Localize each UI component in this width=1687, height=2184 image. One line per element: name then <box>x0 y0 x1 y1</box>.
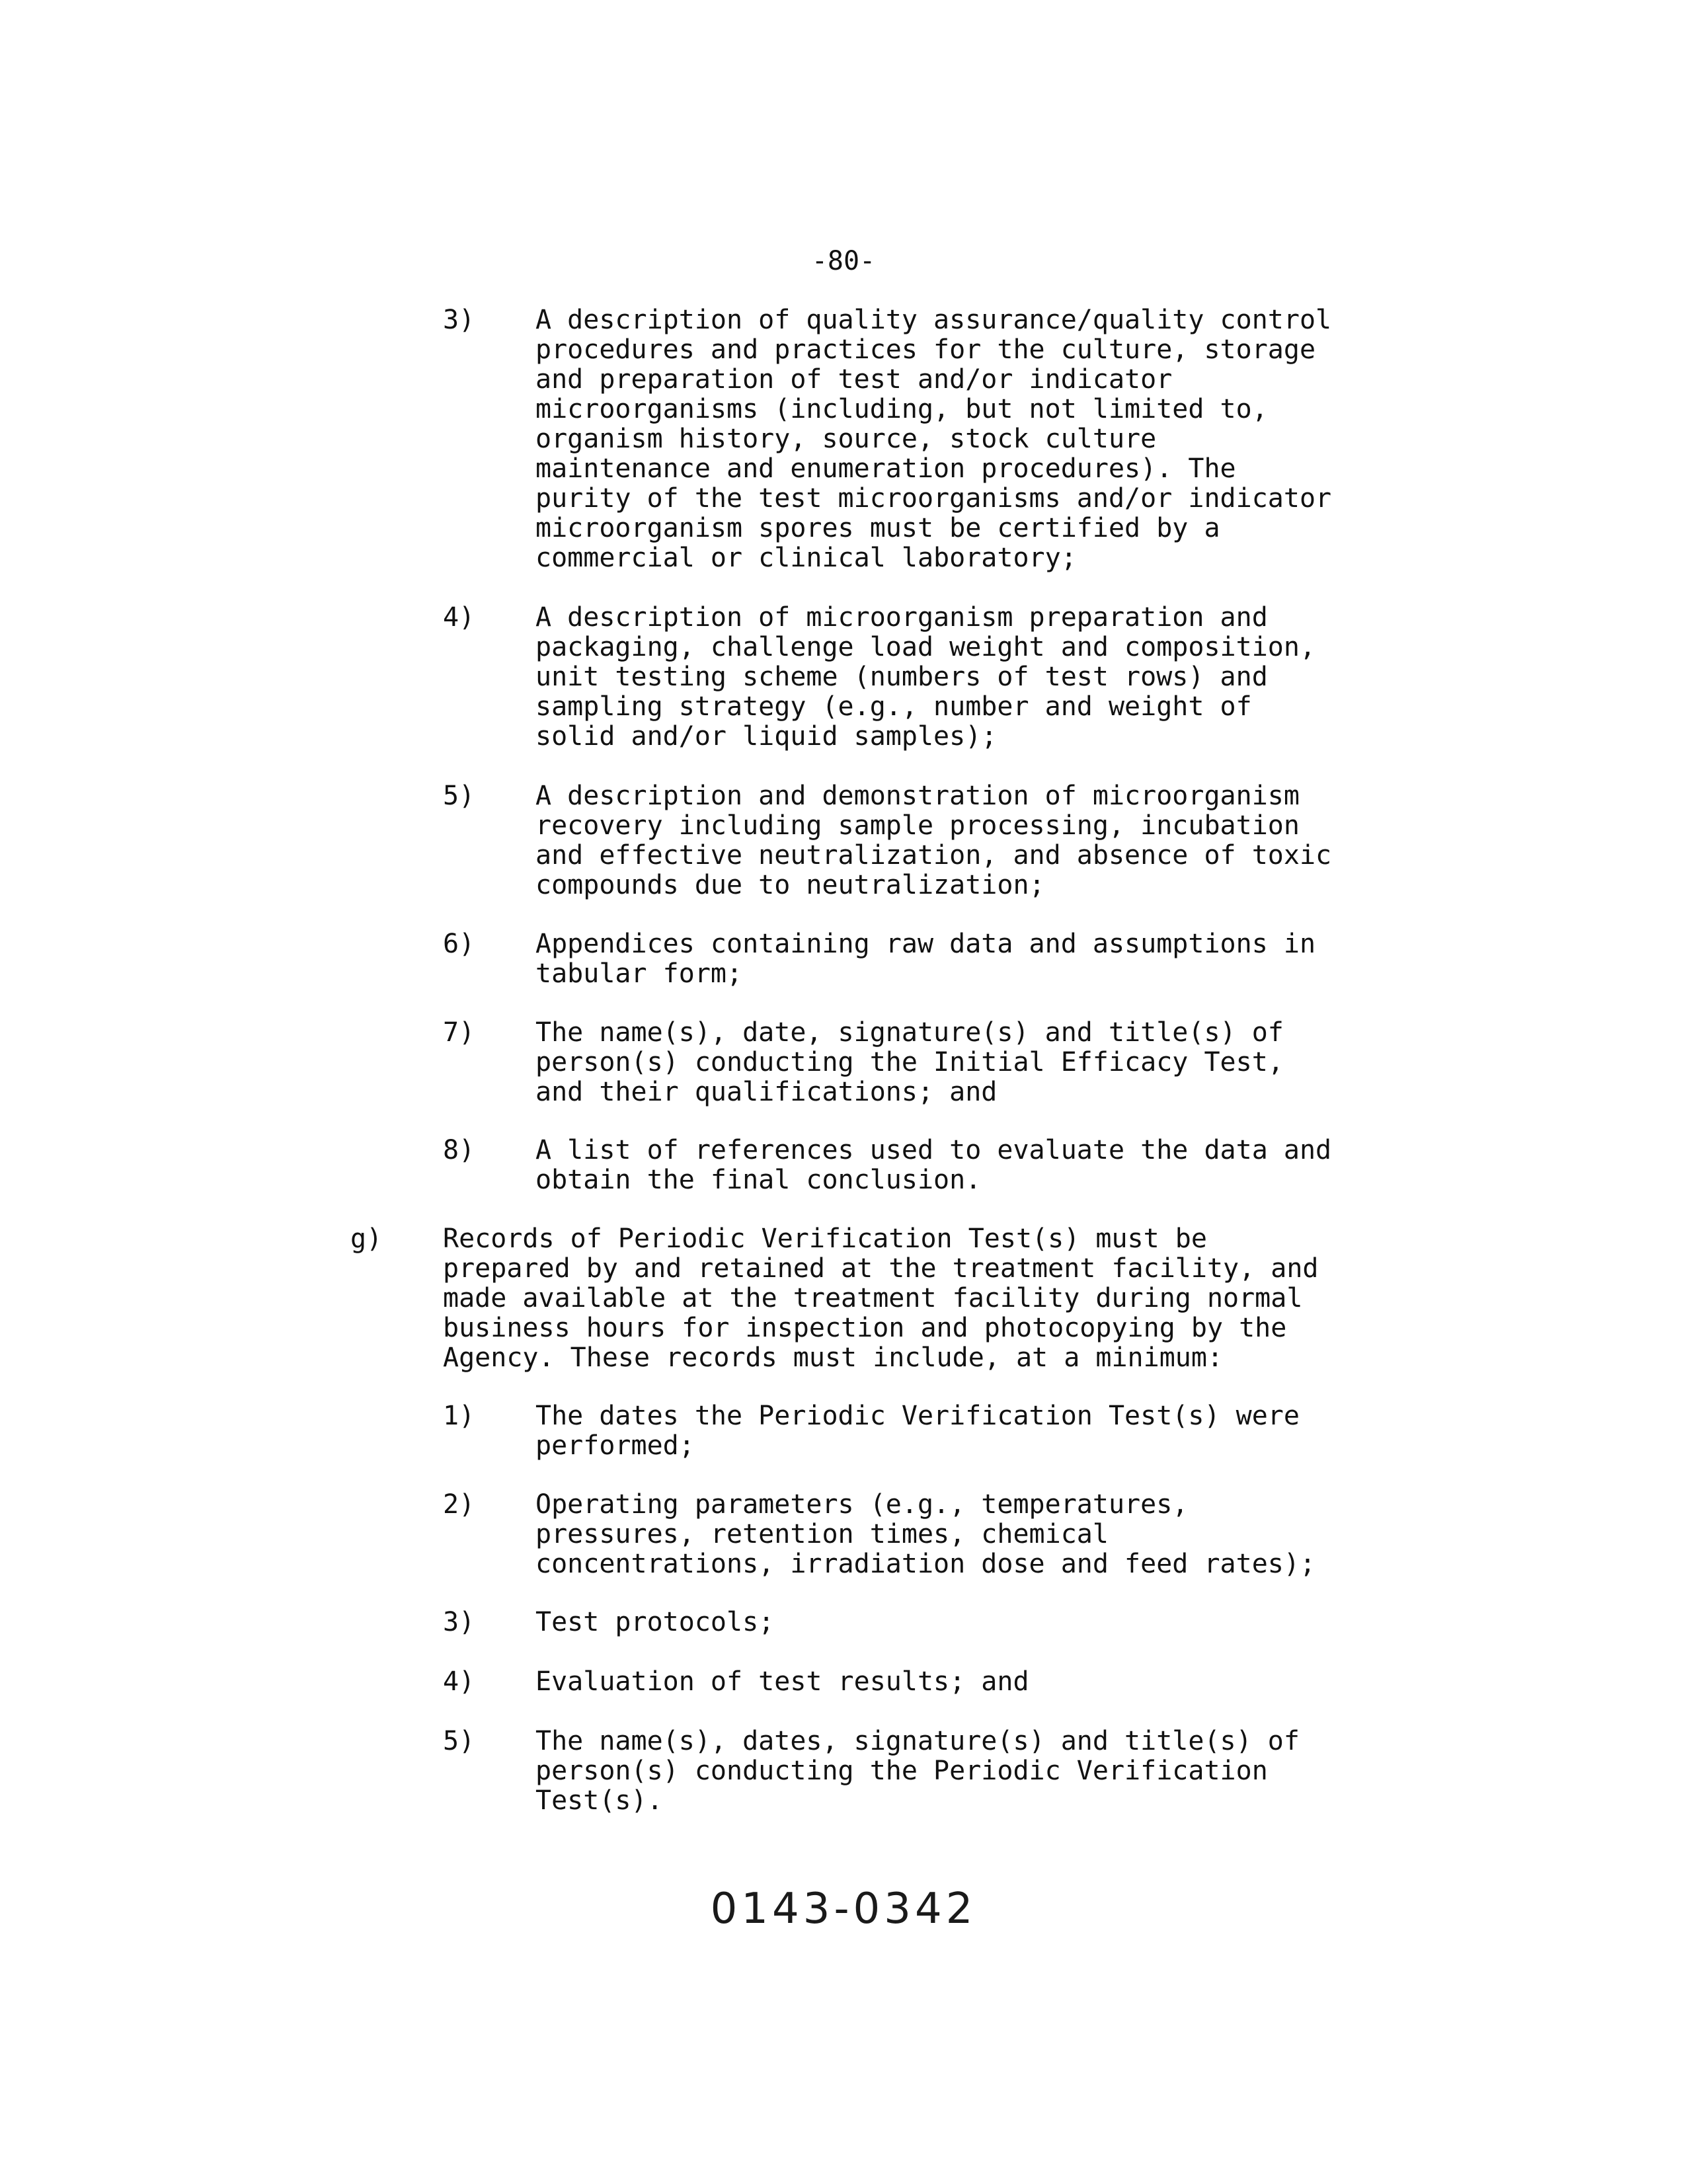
list-item-f3 <box>443 305 1332 573</box>
list-item-f7 <box>443 1017 1284 1137</box>
section-g <box>350 1224 1319 1373</box>
list-item-f4 <box>443 602 1316 752</box>
list-marker: 3) <box>443 1607 475 1637</box>
list-marker: 4) <box>443 602 475 633</box>
list-item-g5 <box>443 1726 1300 1846</box>
section-text: Records of Periodic Verification Test(s) must be prepared by and retained at the treatment facility, and made available at the treatment facility during normal business hours for inspection and photocopying by the Agency. These records must include, at a minimum: <box>443 1224 1319 1373</box>
section-marker: g) <box>350 1224 383 1254</box>
list-marker: 7) <box>443 1017 475 1048</box>
list-item-text: The name(s), date, signature(s) and title(s) of person(s) conducting the Initial Efficacy Test, and their qualifications; and <box>535 1017 1284 1107</box>
list-item-text: A description of quality assurance/quality control procedures and practices for the culture, storage and preparation of test and/or indicator microorganisms (including, but not limited to, organism history, source, stock culture maintenance and enumeration procedures). The purity of the test microorganisms and/or indicator microorganism spores must be certified by a commercial or clinical laboratory; <box>535 305 1332 573</box>
list-marker: 6) <box>443 929 475 959</box>
list-item-text: A description of microorganism preparation and packaging, challenge load weight and composition, unit testing scheme (numbers of test rows) and sampling strategy (e.g., number and weight of solid and/or liquid samples); <box>535 602 1316 752</box>
list-item-text: Test protocols; <box>535 1607 775 1637</box>
list-marker: 1) <box>443 1401 475 1431</box>
list-item-text: Operating parameters (e.g., temperatures, pressures, retention times, chemical concentrations, irradiation dose and feed rates); <box>535 1489 1316 1579</box>
list-marker: 5) <box>443 781 475 811</box>
list-marker: 2) <box>443 1489 475 1520</box>
list-item-text: Evaluation of test results; and <box>535 1666 1029 1697</box>
list-marker: 5) <box>443 1726 475 1756</box>
document-code: 0143-0342 <box>710 1885 977 1933</box>
list-item-text: The dates the Periodic Verification Test(s) were performed; <box>535 1401 1300 1461</box>
list-marker: 4) <box>443 1666 475 1697</box>
list-item-f5 <box>443 781 1332 900</box>
list-marker: 8) <box>443 1135 475 1165</box>
list-item-g2 <box>443 1489 1316 1609</box>
list-item-text: A list of references used to evaluate the data and obtain the final conclusion. <box>535 1135 1332 1195</box>
list-item-text: Appendices containing raw data and assumptions in tabular form; <box>535 929 1316 989</box>
list-marker: 3) <box>443 305 475 335</box>
list-item-text: The name(s), dates, signature(s) and title(s) of person(s) conducting the Periodic Verification Test(s). <box>535 1726 1300 1816</box>
list-item-text: A description and demonstration of microorganism recovery including sample processing, incubation and effective neutralization, and absence of toxic compounds due to neutralization; <box>535 781 1332 900</box>
page-number: -80- <box>811 246 876 276</box>
